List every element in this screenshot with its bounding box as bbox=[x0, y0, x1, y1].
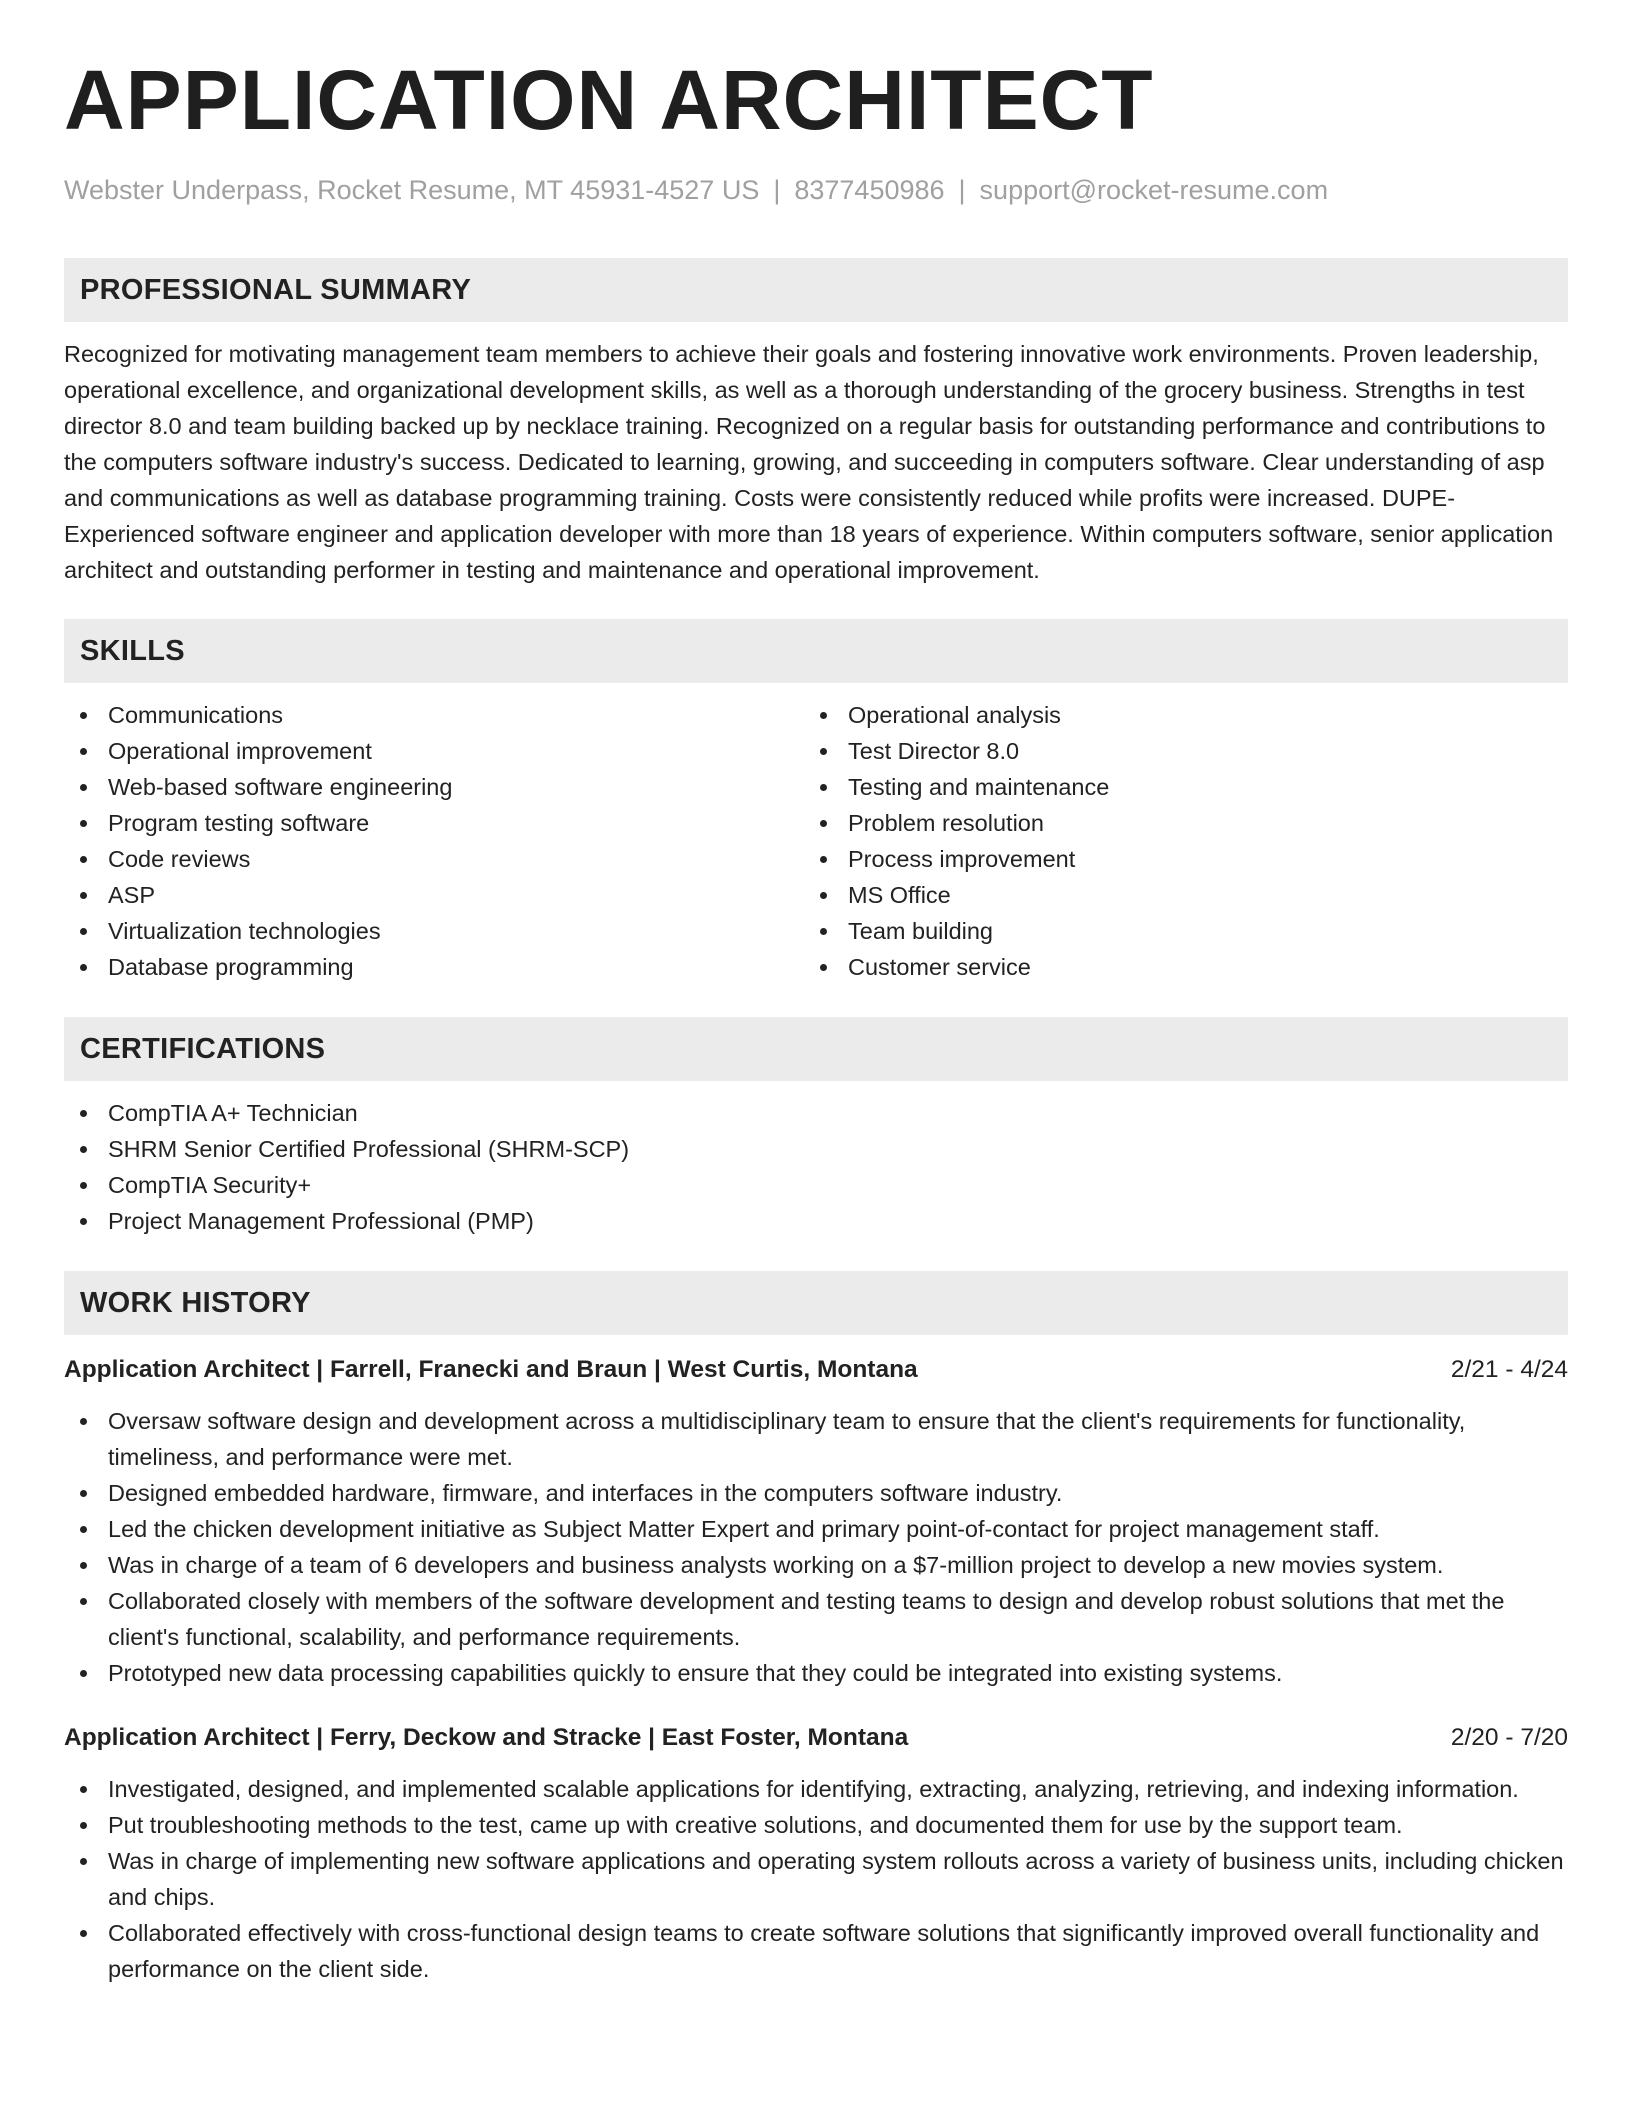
list-item bbox=[64, 1915, 1568, 1987]
list-item-text: Oversaw software design and development across a multidisciplinary team to ensure that the client's requirements for functionality, timeliness, and performance were met. bbox=[108, 1408, 1466, 1470]
bullet-icon bbox=[80, 1218, 87, 1225]
list-item bbox=[804, 697, 1544, 733]
list-item bbox=[64, 841, 804, 877]
list-item bbox=[804, 841, 1544, 877]
list-item bbox=[64, 697, 804, 733]
list-item-text: Testing and maintenance bbox=[848, 774, 1110, 800]
job-bullets bbox=[64, 1771, 1568, 1987]
list-item-text: ASP bbox=[108, 882, 156, 908]
list-item-text: Test Director 8.0 bbox=[848, 738, 1020, 764]
bullet-icon bbox=[80, 1858, 87, 1865]
list-item bbox=[64, 1547, 1568, 1583]
list-item bbox=[64, 1403, 1568, 1475]
bullet-icon bbox=[80, 712, 87, 719]
list-item bbox=[64, 1203, 1568, 1239]
bullet-icon bbox=[820, 892, 827, 899]
job-header bbox=[64, 1721, 1568, 1755]
list-item bbox=[64, 913, 804, 949]
bullet-icon bbox=[80, 1670, 87, 1677]
list-item bbox=[804, 769, 1544, 805]
bullet-icon bbox=[80, 1418, 87, 1425]
bullet-icon bbox=[820, 748, 827, 755]
skills-grid bbox=[64, 697, 1568, 985]
list-item-text: CompTIA Security+ bbox=[108, 1172, 312, 1198]
job-dates: 2/21 - 4/24 bbox=[1450, 1356, 1568, 1383]
list-item bbox=[64, 1807, 1568, 1843]
list-item-text: Project Management Professional (PMP) bbox=[108, 1208, 534, 1234]
list-item bbox=[64, 1655, 1568, 1691]
work-history-section bbox=[64, 1271, 1568, 1987]
skills-list-right bbox=[804, 697, 1544, 985]
list-item bbox=[804, 877, 1544, 913]
list-item bbox=[64, 1167, 1568, 1203]
job-dates: 2/20 - 7/20 bbox=[1450, 1724, 1568, 1751]
list-item-text: Led the chicken development initiative as Subject Matter Expert and primary point-of-contact for project management staff. bbox=[108, 1516, 1380, 1542]
job-title: Application Architect | Ferry, Deckow and Stracke | East Foster, Montana bbox=[64, 1724, 909, 1751]
job-entry bbox=[64, 1353, 1568, 1691]
list-item bbox=[64, 1583, 1568, 1655]
list-item bbox=[64, 877, 804, 913]
list-item-text: Communications bbox=[108, 702, 284, 728]
bullet-icon bbox=[80, 1182, 87, 1189]
bullet-icon bbox=[820, 964, 827, 971]
contact-phone: 8377450986 bbox=[794, 175, 945, 205]
bullet-icon bbox=[80, 964, 87, 971]
bullet-icon bbox=[80, 1146, 87, 1153]
skills-heading: SKILLS bbox=[64, 619, 1568, 683]
bullet-icon bbox=[80, 1598, 87, 1605]
bullet-icon bbox=[80, 1822, 87, 1829]
list-item-text: Team building bbox=[848, 918, 994, 944]
job-title: Application Architect | Farrell, Franecki and Braun | West Curtis, Montana bbox=[64, 1356, 918, 1383]
bullet-icon bbox=[80, 1930, 87, 1937]
list-item-text: Put troubleshooting methods to the test, came up with creative solutions, and documented them for use by the support team. bbox=[108, 1812, 1403, 1838]
bullet-icon bbox=[80, 1490, 87, 1497]
list-item-text: Problem resolution bbox=[848, 810, 1044, 836]
list-item bbox=[804, 733, 1544, 769]
list-item-text: Program testing software bbox=[108, 810, 370, 836]
contact-separator: | bbox=[773, 175, 781, 205]
list-item bbox=[64, 1843, 1568, 1915]
bullet-icon bbox=[80, 892, 87, 899]
certifications-section bbox=[64, 1017, 1568, 1239]
list-item-text: Was in charge of implementing new software applications and operating system rollouts across a variety of business units, including chicken and chips. bbox=[108, 1848, 1564, 1910]
summary-section bbox=[64, 258, 1568, 588]
list-item-text: SHRM Senior Certified Professional (SHRM-SCP) bbox=[108, 1136, 630, 1162]
list-item-text: Virtualization technologies bbox=[108, 918, 381, 944]
bullet-icon bbox=[80, 784, 87, 791]
jobs-container bbox=[64, 1353, 1568, 1987]
list-item-text: Investigated, designed, and implemented scalable applications for identifying, extracting, analyzing, retrieving, and indexing information. bbox=[108, 1776, 1519, 1802]
list-item bbox=[64, 1475, 1568, 1511]
job-bullets bbox=[64, 1403, 1568, 1691]
candidate-name: APPLICATION ARCHITECT bbox=[64, 53, 1154, 147]
skills-list-left bbox=[64, 697, 804, 985]
skills-section bbox=[64, 619, 1568, 985]
work-history-heading: WORK HISTORY bbox=[64, 1271, 1568, 1335]
job-header bbox=[64, 1353, 1568, 1387]
list-item-text: Process improvement bbox=[848, 846, 1076, 872]
list-item-text: Collaborated effectively with cross-functional design teams to create software solutions that significantly improved overall functionality and performance on the client side. bbox=[108, 1920, 1540, 1982]
bullet-icon bbox=[80, 928, 87, 935]
list-item bbox=[64, 949, 804, 985]
contact-address: Webster Underpass, Rocket Resume, MT 45931-4527 US bbox=[64, 175, 760, 205]
list-item-text: Code reviews bbox=[108, 846, 251, 872]
bullet-icon bbox=[80, 748, 87, 755]
certifications-list bbox=[64, 1095, 1568, 1239]
list-item-text: Collaborated closely with members of the software development and testing teams to design and develop robust solutions that met the client's functional, scalability, and performance requirements. bbox=[108, 1588, 1505, 1650]
list-item-text: Web-based software engineering bbox=[108, 774, 453, 800]
bullet-icon bbox=[820, 856, 827, 863]
summary-heading: PROFESSIONAL SUMMARY bbox=[64, 258, 1568, 322]
list-item-text: Customer service bbox=[848, 954, 1031, 980]
list-item bbox=[64, 805, 804, 841]
list-item bbox=[64, 1131, 1568, 1167]
list-item-text: Operational improvement bbox=[108, 738, 372, 764]
list-item bbox=[804, 949, 1544, 985]
bullet-icon bbox=[80, 1562, 87, 1569]
list-item-text: Designed embedded hardware, firmware, and interfaces in the computers software industry. bbox=[108, 1480, 1063, 1506]
bullet-icon bbox=[820, 928, 827, 935]
list-item bbox=[64, 769, 804, 805]
bullet-icon bbox=[80, 1786, 87, 1793]
certifications-heading: CERTIFICATIONS bbox=[64, 1017, 1568, 1081]
contact-separator: | bbox=[958, 175, 966, 205]
summary-text: Recognized for motivating management team members to achieve their goals and fostering innovative work environments. Proven leadership, operational excellence, and organizational development skills, as well as a thorough understanding of the grocery business. Strengths in test director 8.0 and team building backed up by necklace training. Recognized on a regular basis for outstanding performance and contributions to the computers software industry's success. Dedicated to learning, growing, and succeeding in computers software. Clear understanding of asp and communications as well as database programming training. Costs were consistently reduced while profits were increased. DUPE- Experienced software engineer and application developer with more than 18 years of experience. Within computers software, senior application architect and outstanding performer in testing and maintenance and operational improvement. bbox=[64, 341, 1554, 583]
bullet-icon bbox=[820, 712, 827, 719]
list-item-text: MS Office bbox=[848, 882, 951, 908]
list-item bbox=[64, 733, 804, 769]
list-item-text: CompTIA A+ Technician bbox=[108, 1100, 358, 1126]
bullet-icon bbox=[820, 784, 827, 791]
bullet-icon bbox=[80, 1110, 87, 1117]
job-entry bbox=[64, 1721, 1568, 1987]
bullet-icon bbox=[80, 856, 87, 863]
bullet-icon bbox=[80, 1526, 87, 1533]
list-item bbox=[804, 805, 1544, 841]
list-item-text: Operational analysis bbox=[848, 702, 1061, 728]
list-item-text: Prototyped new data processing capabilities quickly to ensure that they could be integrated into existing systems. bbox=[108, 1660, 1283, 1686]
list-item-text: Database programming bbox=[108, 954, 354, 980]
list-item bbox=[64, 1771, 1568, 1807]
list-item bbox=[64, 1095, 1568, 1131]
list-item-text: Was in charge of a team of 6 developers and business analysts working on a $7-million project to develop a new movies system. bbox=[108, 1552, 1444, 1578]
bullet-icon bbox=[820, 820, 827, 827]
contact-email: support@rocket-resume.com bbox=[979, 175, 1329, 205]
list-item bbox=[64, 1511, 1568, 1547]
bullet-icon bbox=[80, 820, 87, 827]
contact-line bbox=[64, 172, 1568, 208]
list-item bbox=[804, 913, 1544, 949]
